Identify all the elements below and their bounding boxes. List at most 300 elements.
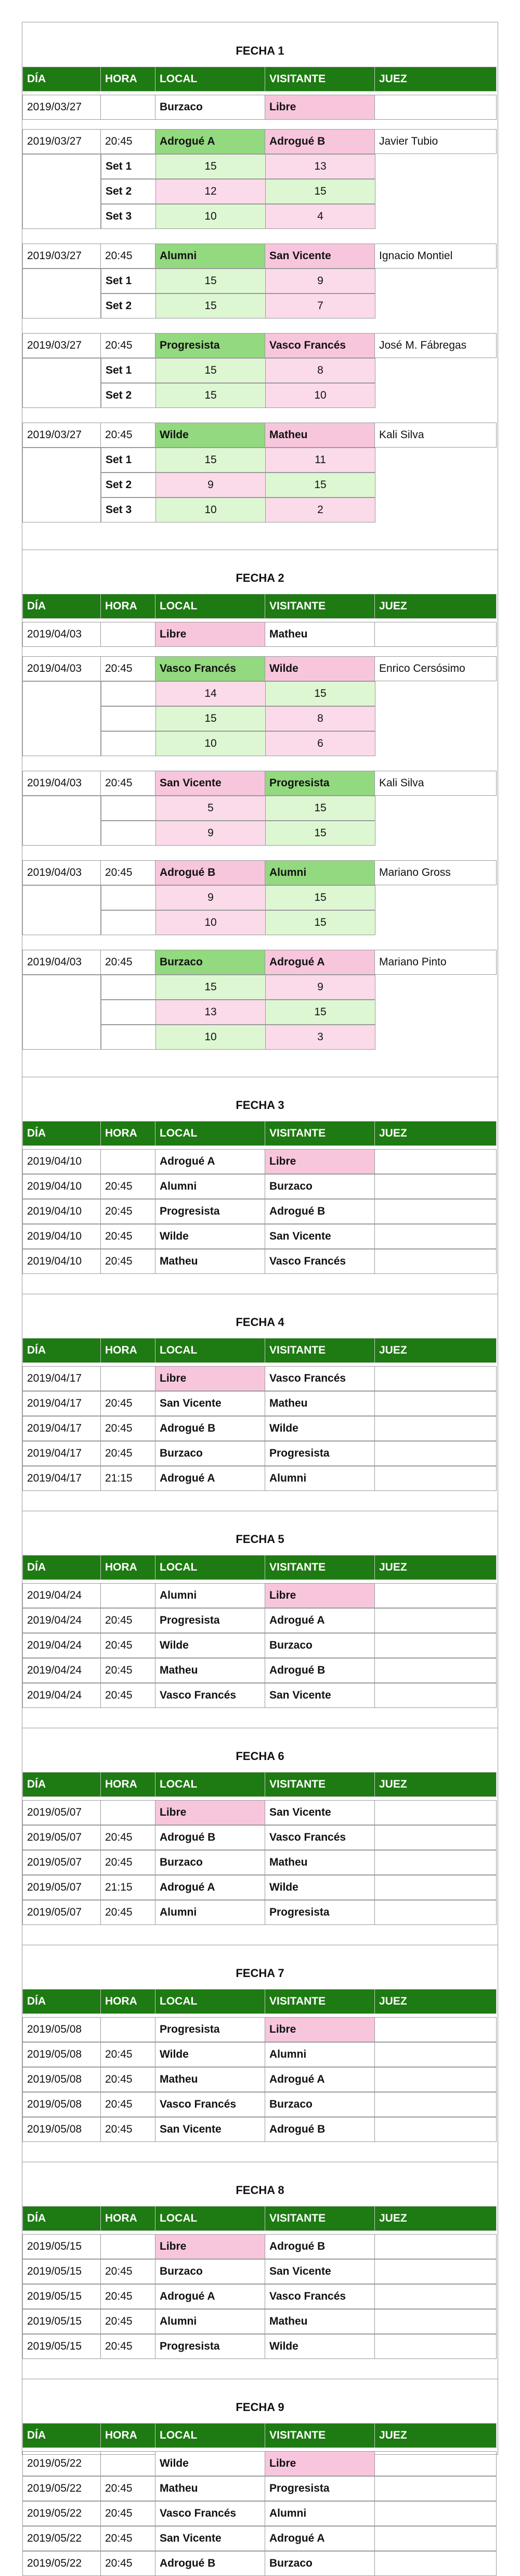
visitor-team: Vasco Francés — [265, 1249, 375, 1274]
match-row — [22, 2284, 496, 2309]
visitor-team: Wilde — [265, 1875, 375, 1900]
table-header — [22, 1121, 496, 1146]
match-row — [22, 656, 496, 681]
match-row — [22, 2234, 496, 2259]
header-col-juez: JUEZ — [374, 1555, 497, 1580]
header-col-visitante: VISITANTE — [265, 1121, 375, 1146]
header-col-juez: JUEZ — [374, 1338, 497, 1363]
header-col-dia: DÍA — [22, 1555, 101, 1580]
match-date: 2019/05/15 — [22, 2334, 101, 2359]
local-team: Adrogué A — [155, 1875, 265, 1900]
local-team: Matheu — [155, 1249, 265, 1274]
set-visitor-score: 15 — [265, 473, 375, 498]
set-label — [101, 681, 156, 706]
referee — [374, 1366, 497, 1391]
visitor-team: San Vicente — [265, 1683, 375, 1708]
set-label: Set 3 — [101, 204, 156, 229]
match-date: 2019/04/10 — [22, 1174, 101, 1199]
match-row — [22, 1800, 496, 1825]
visitor-team: Adrogué B — [265, 129, 375, 154]
set-row — [101, 706, 375, 731]
local-team: Wilde — [155, 1224, 265, 1249]
visitor-team: Burzaco — [265, 1174, 375, 1199]
fecha-title: FECHA 5 — [236, 1533, 284, 1546]
header-col-local: LOCAL — [155, 1121, 265, 1146]
visitor-team: Matheu — [265, 1850, 375, 1875]
visitor-team: Adrogué A — [265, 2067, 375, 2092]
set-visitor-score: 6 — [265, 731, 375, 756]
match-date: 2019/05/22 — [22, 2501, 101, 2526]
local-team: Burzaco — [155, 1850, 265, 1875]
match-row — [22, 2526, 496, 2551]
local-team: Libre — [155, 1800, 265, 1825]
set-visitor-score: 15 — [265, 179, 375, 204]
match-time: 20:45 — [100, 2092, 155, 2117]
match-time — [100, 1583, 155, 1608]
match-time: 20:45 — [100, 2334, 155, 2359]
match-date: 2019/04/10 — [22, 1199, 101, 1224]
header-col-dia: DÍA — [22, 1772, 101, 1797]
visitor-team: Libre — [265, 2017, 375, 2042]
referee — [374, 1441, 497, 1466]
visitor-team: Progresista — [265, 771, 375, 796]
local-team: Libre — [155, 2234, 265, 2259]
match-row — [22, 1683, 496, 1708]
set-row — [101, 473, 375, 498]
match-time: 20:45 — [100, 2067, 155, 2092]
match-date: 2019/04/03 — [22, 950, 101, 975]
set-visitor-score: 3 — [265, 1025, 375, 1050]
match-time: 20:45 — [100, 1633, 155, 1658]
set-row — [101, 294, 375, 318]
header-col-local: LOCAL — [155, 1555, 265, 1580]
set-spacer — [22, 358, 101, 408]
match-time: 20:45 — [100, 2476, 155, 2501]
match-time: 20:45 — [100, 2117, 155, 2142]
referee — [374, 1466, 497, 1491]
referee — [374, 1391, 497, 1416]
referee: José M. Fábregas — [374, 333, 497, 358]
local-team: Matheu — [155, 2067, 265, 2092]
header-col-juez: JUEZ — [374, 2206, 497, 2231]
match-row — [22, 1875, 496, 1900]
match-date: 2019/05/15 — [22, 2309, 101, 2334]
visitor-team: Vasco Francés — [265, 333, 375, 358]
set-local-score: 15 — [155, 448, 266, 473]
set-visitor-score: 9 — [265, 975, 375, 1000]
match-row — [22, 2017, 496, 2042]
set-label: Set 3 — [101, 498, 156, 522]
referee — [374, 1199, 497, 1224]
match-date: 2019/04/17 — [22, 1466, 101, 1491]
set-row — [101, 358, 375, 383]
header-col-visitante: VISITANTE — [265, 2423, 375, 2448]
table-header — [22, 594, 496, 619]
header-col-dia: DÍA — [22, 2423, 101, 2448]
header-col-dia: DÍA — [22, 1989, 101, 2014]
match-time: 20:45 — [100, 1608, 155, 1633]
match-date: 2019/05/08 — [22, 2067, 101, 2092]
fecha-title: FECHA 9 — [236, 2401, 284, 2414]
visitor-team: Alumni — [265, 2042, 375, 2067]
local-team: Adrogué A — [155, 2284, 265, 2309]
match-row — [22, 2042, 496, 2067]
set-visitor-score: 7 — [265, 294, 375, 318]
match-row — [22, 95, 496, 120]
set-local-score: 12 — [155, 179, 266, 204]
set-label — [101, 975, 156, 1000]
local-team: San Vicente — [155, 1391, 265, 1416]
header-col-juez: JUEZ — [374, 1989, 497, 2014]
match-date: 2019/04/17 — [22, 1366, 101, 1391]
visitor-team: Adrogué B — [265, 1658, 375, 1683]
match-date: 2019/05/15 — [22, 2284, 101, 2309]
match-date: 2019/05/22 — [22, 2526, 101, 2551]
header-col-visitante: VISITANTE — [265, 1555, 375, 1580]
match-row — [22, 1633, 496, 1658]
set-local-score: 9 — [155, 821, 266, 846]
local-team: Adrogué B — [155, 860, 265, 885]
set-local-score: 10 — [155, 1025, 266, 1050]
set-label: Set 2 — [101, 294, 156, 318]
referee — [374, 2526, 497, 2551]
header-col-dia: DÍA — [22, 2206, 101, 2231]
set-visitor-score: 8 — [265, 358, 375, 383]
header-col-hora: HORA — [100, 2423, 155, 2448]
set-spacer — [22, 269, 101, 318]
local-team: Progresista — [155, 1199, 265, 1224]
referee — [374, 2067, 497, 2092]
header-col-local: LOCAL — [155, 594, 265, 619]
match-row — [22, 622, 496, 647]
referee — [374, 1416, 497, 1441]
header-col-local: LOCAL — [155, 2206, 265, 2231]
set-spacer — [22, 796, 101, 846]
header-col-hora: HORA — [100, 1772, 155, 1797]
referee — [374, 2309, 497, 2334]
table-header — [22, 1555, 496, 1580]
visitor-team: San Vicente — [265, 1800, 375, 1825]
visitor-team: Wilde — [265, 2334, 375, 2359]
header-col-hora: HORA — [100, 2206, 155, 2231]
match-time: 20:45 — [100, 129, 155, 154]
header-col-hora: HORA — [100, 67, 155, 92]
referee — [374, 1224, 497, 1249]
referee: Kali Silva — [374, 423, 497, 448]
match-row — [22, 2067, 496, 2092]
match-date: 2019/04/03 — [22, 622, 101, 647]
set-label — [101, 706, 156, 731]
match-time: 20:45 — [100, 2526, 155, 2551]
set-label: Set 1 — [101, 269, 156, 294]
set-local-score: 10 — [155, 498, 266, 522]
set-local-score: 15 — [155, 706, 266, 731]
local-team: Alumni — [155, 1174, 265, 1199]
match-row — [22, 1199, 496, 1224]
header-col-visitante: VISITANTE — [265, 1989, 375, 2014]
match-time: 21:15 — [100, 1875, 155, 1900]
set-row — [101, 681, 375, 706]
set-local-score: 15 — [155, 294, 266, 318]
referee — [374, 2017, 497, 2042]
match-time: 20:45 — [100, 1416, 155, 1441]
match-time: 20:45 — [100, 860, 155, 885]
set-row — [101, 821, 375, 846]
local-team: Progresista — [155, 333, 265, 358]
local-team: Alumni — [155, 1900, 265, 1925]
visitor-team: Wilde — [265, 1416, 375, 1441]
referee — [374, 2284, 497, 2309]
fecha-title: FECHA 2 — [236, 571, 284, 584]
fecha-title: FECHA 1 — [236, 44, 284, 57]
match-row — [22, 2092, 496, 2117]
match-row — [22, 2551, 496, 2576]
set-spacer — [22, 448, 101, 522]
local-team: Burzaco — [155, 2259, 265, 2284]
match-time: 20:45 — [100, 423, 155, 448]
set-label: Set 1 — [101, 154, 156, 179]
set-local-score: 5 — [155, 796, 266, 821]
set-visitor-score: 11 — [265, 448, 375, 473]
visitor-team: Matheu — [265, 423, 375, 448]
set-spacer — [22, 975, 101, 1050]
match-time: 20:45 — [100, 2309, 155, 2334]
set-row — [101, 1000, 375, 1025]
match-date: 2019/04/10 — [22, 1149, 101, 1174]
local-team: Libre — [155, 622, 265, 647]
header-col-dia: DÍA — [22, 67, 101, 92]
visitor-team: Libre — [265, 1149, 375, 1174]
set-row — [101, 204, 375, 229]
match-row — [22, 860, 496, 885]
visitor-team: Libre — [265, 2451, 375, 2476]
referee — [374, 2042, 497, 2067]
match-row — [22, 2309, 496, 2334]
set-row — [101, 796, 375, 821]
match-time: 20:45 — [100, 1683, 155, 1708]
local-team: Progresista — [155, 2017, 265, 2042]
referee — [374, 2092, 497, 2117]
set-local-score: 15 — [155, 383, 266, 408]
match-row — [22, 2451, 496, 2476]
match-time: 20:45 — [100, 244, 155, 269]
match-row — [22, 423, 496, 448]
set-visitor-score: 8 — [265, 706, 375, 731]
table-header — [22, 67, 496, 92]
referee — [374, 2259, 497, 2284]
visitor-team: Adrogué B — [265, 1199, 375, 1224]
visitor-team: Alumni — [265, 2501, 375, 2526]
match-row — [22, 244, 496, 269]
table-header — [22, 1989, 496, 2014]
set-visitor-score: 2 — [265, 498, 375, 522]
referee — [374, 1683, 497, 1708]
match-date: 2019/04/17 — [22, 1416, 101, 1441]
header-col-juez: JUEZ — [374, 67, 497, 92]
set-label: Set 2 — [101, 179, 156, 204]
visitor-team: Burzaco — [265, 2551, 375, 2576]
visitor-team: San Vicente — [265, 1224, 375, 1249]
set-row — [101, 383, 375, 408]
visitor-team: San Vicente — [265, 244, 375, 269]
set-label: Set 1 — [101, 448, 156, 473]
match-time: 20:45 — [100, 2501, 155, 2526]
match-date: 2019/05/07 — [22, 1900, 101, 1925]
header-col-local: LOCAL — [155, 67, 265, 92]
set-local-score: 15 — [155, 975, 266, 1000]
match-time: 20:45 — [100, 2551, 155, 2576]
set-local-score: 10 — [155, 910, 266, 935]
visitor-team: Adrogué B — [265, 2117, 375, 2142]
local-team: Adrogué A — [155, 1149, 265, 1174]
local-team: Wilde — [155, 2451, 265, 2476]
match-date: 2019/05/07 — [22, 1825, 101, 1850]
referee: Javier Tubio — [374, 129, 497, 154]
match-row — [22, 1366, 496, 1391]
referee: Enrico Cersósimo — [374, 656, 497, 681]
set-local-score: 13 — [155, 1000, 266, 1025]
match-time: 20:45 — [100, 2259, 155, 2284]
match-date: 2019/04/24 — [22, 1583, 101, 1608]
match-time — [100, 1149, 155, 1174]
set-row — [101, 179, 375, 204]
set-label — [101, 885, 156, 910]
local-team: Vasco Francés — [155, 2092, 265, 2117]
set-label — [101, 1000, 156, 1025]
match-time: 21:15 — [100, 1466, 155, 1491]
match-row — [22, 1249, 496, 1274]
match-row — [22, 1416, 496, 1441]
set-visitor-score: 15 — [265, 681, 375, 706]
match-row — [22, 771, 496, 796]
set-row — [101, 910, 375, 935]
set-local-score: 15 — [155, 269, 266, 294]
local-team: Burzaco — [155, 1441, 265, 1466]
table-header — [22, 1338, 496, 1363]
match-row — [22, 950, 496, 975]
visitor-team: Libre — [265, 1583, 375, 1608]
header-col-local: LOCAL — [155, 1989, 265, 2014]
visitor-team: Progresista — [265, 2476, 375, 2501]
set-visitor-score: 10 — [265, 383, 375, 408]
set-visitor-score: 9 — [265, 269, 375, 294]
match-time: 20:45 — [100, 1825, 155, 1850]
set-label: Set 2 — [101, 383, 156, 408]
local-team: Adrogué A — [155, 1466, 265, 1491]
match-row — [22, 1466, 496, 1491]
header-col-dia: DÍA — [22, 1338, 101, 1363]
visitor-team: Burzaco — [265, 2092, 375, 2117]
set-label — [101, 1025, 156, 1050]
header-col-hora: HORA — [100, 594, 155, 619]
match-row — [22, 129, 496, 154]
header-col-visitante: VISITANTE — [265, 2206, 375, 2231]
set-row — [101, 269, 375, 294]
referee — [374, 2334, 497, 2359]
match-time: 20:45 — [100, 771, 155, 796]
match-date: 2019/05/22 — [22, 2451, 101, 2476]
set-row — [101, 154, 375, 179]
match-row — [22, 1658, 496, 1683]
match-time: 20:45 — [100, 2284, 155, 2309]
visitor-team: Matheu — [265, 1391, 375, 1416]
referee: Ignacio Montiel — [374, 244, 497, 269]
match-date: 2019/05/08 — [22, 2117, 101, 2142]
header-col-juez: JUEZ — [374, 2423, 497, 2448]
set-local-score: 15 — [155, 358, 266, 383]
local-team: Adrogué B — [155, 2551, 265, 2576]
local-team: Libre — [155, 1366, 265, 1391]
set-label: Set 1 — [101, 358, 156, 383]
set-local-score: 9 — [155, 885, 266, 910]
match-time: 20:45 — [100, 333, 155, 358]
referee — [374, 622, 497, 647]
set-label — [101, 796, 156, 821]
match-time: 20:45 — [100, 950, 155, 975]
match-time: 20:45 — [100, 1658, 155, 1683]
header-col-visitante: VISITANTE — [265, 1772, 375, 1797]
match-row — [22, 1391, 496, 1416]
visitor-team: Vasco Francés — [265, 2284, 375, 2309]
match-row — [22, 1850, 496, 1875]
header-col-local: LOCAL — [155, 1338, 265, 1363]
referee — [374, 1800, 497, 1825]
set-spacer — [22, 154, 101, 229]
referee — [374, 2234, 497, 2259]
match-date: 2019/03/27 — [22, 244, 101, 269]
set-row — [101, 1025, 375, 1050]
match-date: 2019/05/07 — [22, 1875, 101, 1900]
local-team: Wilde — [155, 2042, 265, 2067]
match-date: 2019/05/22 — [22, 2476, 101, 2501]
set-local-score: 9 — [155, 473, 266, 498]
match-time — [100, 2017, 155, 2042]
set-local-score: 10 — [155, 731, 266, 756]
match-row — [22, 1441, 496, 1466]
match-row — [22, 2259, 496, 2284]
local-team: Burzaco — [155, 950, 265, 975]
match-date: 2019/05/07 — [22, 1800, 101, 1825]
set-row — [101, 731, 375, 756]
match-date: 2019/04/17 — [22, 1391, 101, 1416]
match-date: 2019/03/27 — [22, 333, 101, 358]
match-date: 2019/05/08 — [22, 2017, 101, 2042]
local-team: Wilde — [155, 423, 265, 448]
set-label: Set 2 — [101, 473, 156, 498]
header-col-juez: JUEZ — [374, 1121, 497, 1146]
referee — [374, 1608, 497, 1633]
set-visitor-score: 15 — [265, 1000, 375, 1025]
header-col-hora: HORA — [100, 1989, 155, 2014]
local-team: San Vicente — [155, 771, 265, 796]
match-time: 20:45 — [100, 1900, 155, 1925]
match-date: 2019/03/27 — [22, 95, 101, 120]
set-label — [101, 821, 156, 846]
match-date: 2019/04/03 — [22, 771, 101, 796]
match-date: 2019/04/10 — [22, 1249, 101, 1274]
match-row — [22, 2476, 496, 2501]
match-date: 2019/05/22 — [22, 2551, 101, 2576]
referee — [374, 1825, 497, 1850]
visitor-team: Burzaco — [265, 1633, 375, 1658]
table-header — [22, 1772, 496, 1797]
local-team: Adrogué A — [155, 129, 265, 154]
match-time: 20:45 — [100, 1391, 155, 1416]
referee — [374, 2451, 497, 2476]
set-label — [101, 731, 156, 756]
match-row — [22, 1149, 496, 1174]
header-col-visitante: VISITANTE — [265, 1338, 375, 1363]
